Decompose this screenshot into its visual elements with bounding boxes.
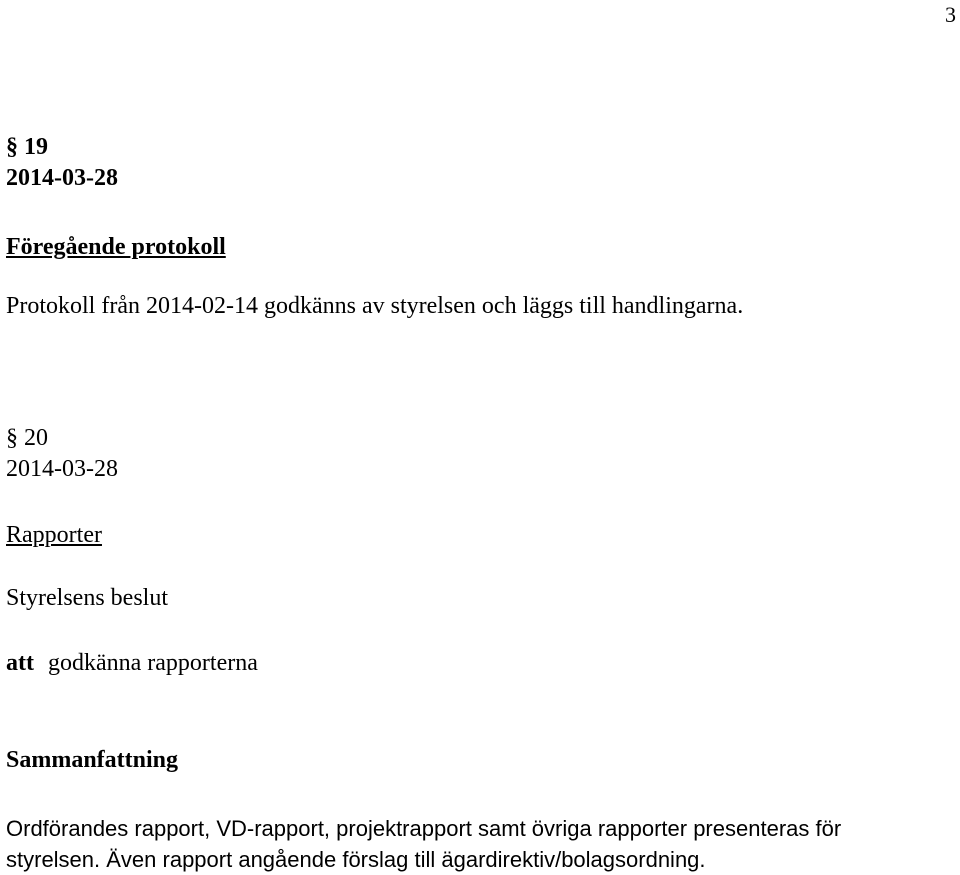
section-20-title: Rapporter bbox=[6, 522, 102, 548]
section-19-date: 2014-03-28 bbox=[6, 165, 118, 191]
page-number: 3 bbox=[945, 2, 956, 27]
section-20-date: 2014-03-28 bbox=[6, 456, 118, 482]
summary-line-2: styrelsen. Även rapport angående förslag till ägardirektiv/bolagsordning. bbox=[6, 847, 706, 872]
section-20-header bbox=[6, 423, 118, 485]
decision-att: att bbox=[6, 650, 34, 676]
summary-line-1: Ordförandes rapport, VD-rapport, projektrapport samt övriga rapporter presenteras för bbox=[6, 816, 842, 841]
summary-text bbox=[6, 813, 960, 875]
section-19-text: Protokoll från 2014-02-14 godkänns av styrelsen och läggs till handlingarna. bbox=[6, 293, 744, 319]
section-19-title: Föregående protokoll bbox=[6, 234, 226, 260]
section-19-header bbox=[6, 132, 118, 194]
decision-line bbox=[6, 650, 258, 677]
summary-heading: Sammanfattning bbox=[6, 747, 179, 773]
decision-heading: Styrelsens beslut bbox=[6, 585, 168, 611]
section-20-paragraph-label: § 20 bbox=[6, 425, 48, 451]
decision-text: godkänna rapporterna bbox=[47, 650, 258, 676]
section-19-paragraph-label: § 19 bbox=[6, 134, 48, 160]
